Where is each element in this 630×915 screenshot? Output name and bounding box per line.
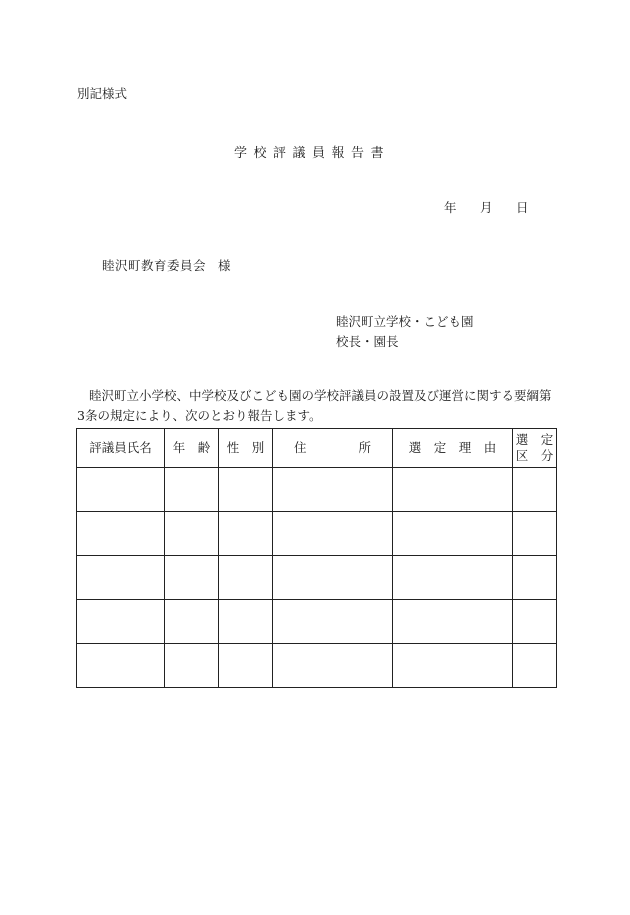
cell-name[interactable] [77,644,165,688]
cell-address[interactable] [273,468,393,512]
header-address [273,429,393,468]
cell-reason[interactable] [393,468,513,512]
table-row [77,512,557,556]
header-category-line1: 選 定 [515,432,554,447]
cell-address[interactable] [273,644,393,688]
cell-name[interactable] [77,512,165,556]
cell-category[interactable] [513,512,557,556]
header-name: 評議員氏名 [77,429,165,468]
cell-gender[interactable] [219,512,273,556]
cell-age[interactable] [165,556,219,600]
table-header-row [77,429,557,468]
header-category-line2: 区 分 [515,448,554,463]
date-month-label: 月 [480,200,493,215]
header-age: 年 齢 [165,429,219,468]
cell-reason[interactable] [393,556,513,600]
cell-address[interactable] [273,512,393,556]
table-row [77,600,557,644]
table-row [77,556,557,600]
table-row [77,468,557,512]
cell-age[interactable] [165,600,219,644]
date-day-label: 日 [516,200,529,215]
cell-category[interactable] [513,556,557,600]
table-row [77,644,557,688]
header-gender: 性 別 [219,429,273,468]
cell-reason[interactable] [393,600,513,644]
cell-reason[interactable] [393,512,513,556]
date-line [444,198,529,216]
document-title: 学校評議員報告書 [234,146,391,161]
cell-gender[interactable] [219,468,273,512]
header-category [513,429,557,468]
cell-gender[interactable] [219,600,273,644]
addressee [102,256,231,274]
cell-address[interactable] [273,600,393,644]
cell-name[interactable] [77,556,165,600]
body-text: 睦沢町立小学校、中学校及びこども園の学校評議員の設置及び運営に関する要綱第3条の規定により、次のとおり報告します。 [77,388,552,423]
date-year-label: 年 [444,200,457,215]
cell-category[interactable] [513,644,557,688]
cell-category[interactable] [513,600,557,644]
cell-reason[interactable] [393,644,513,688]
header-address-char2: 所 [358,440,372,455]
header-reason: 選 定 理 由 [393,429,513,468]
cell-name[interactable] [77,600,165,644]
cell-gender[interactable] [219,644,273,688]
addressee-name: 睦沢町教育委員会 [102,258,207,273]
addressee-honorific: 様 [218,258,232,273]
report-table [76,428,557,688]
cell-age[interactable] [165,468,219,512]
cell-age[interactable] [165,644,219,688]
form-label: 別記様式 [77,86,128,101]
cell-age[interactable] [165,512,219,556]
cell-address[interactable] [273,556,393,600]
cell-category[interactable] [513,468,557,512]
cell-gender[interactable] [219,556,273,600]
sender-principal: 校長・園長 [336,334,399,349]
cell-name[interactable] [77,468,165,512]
sender-school: 睦沢町立学校・こども園 [336,314,474,329]
header-address-char1: 住 [293,440,307,455]
